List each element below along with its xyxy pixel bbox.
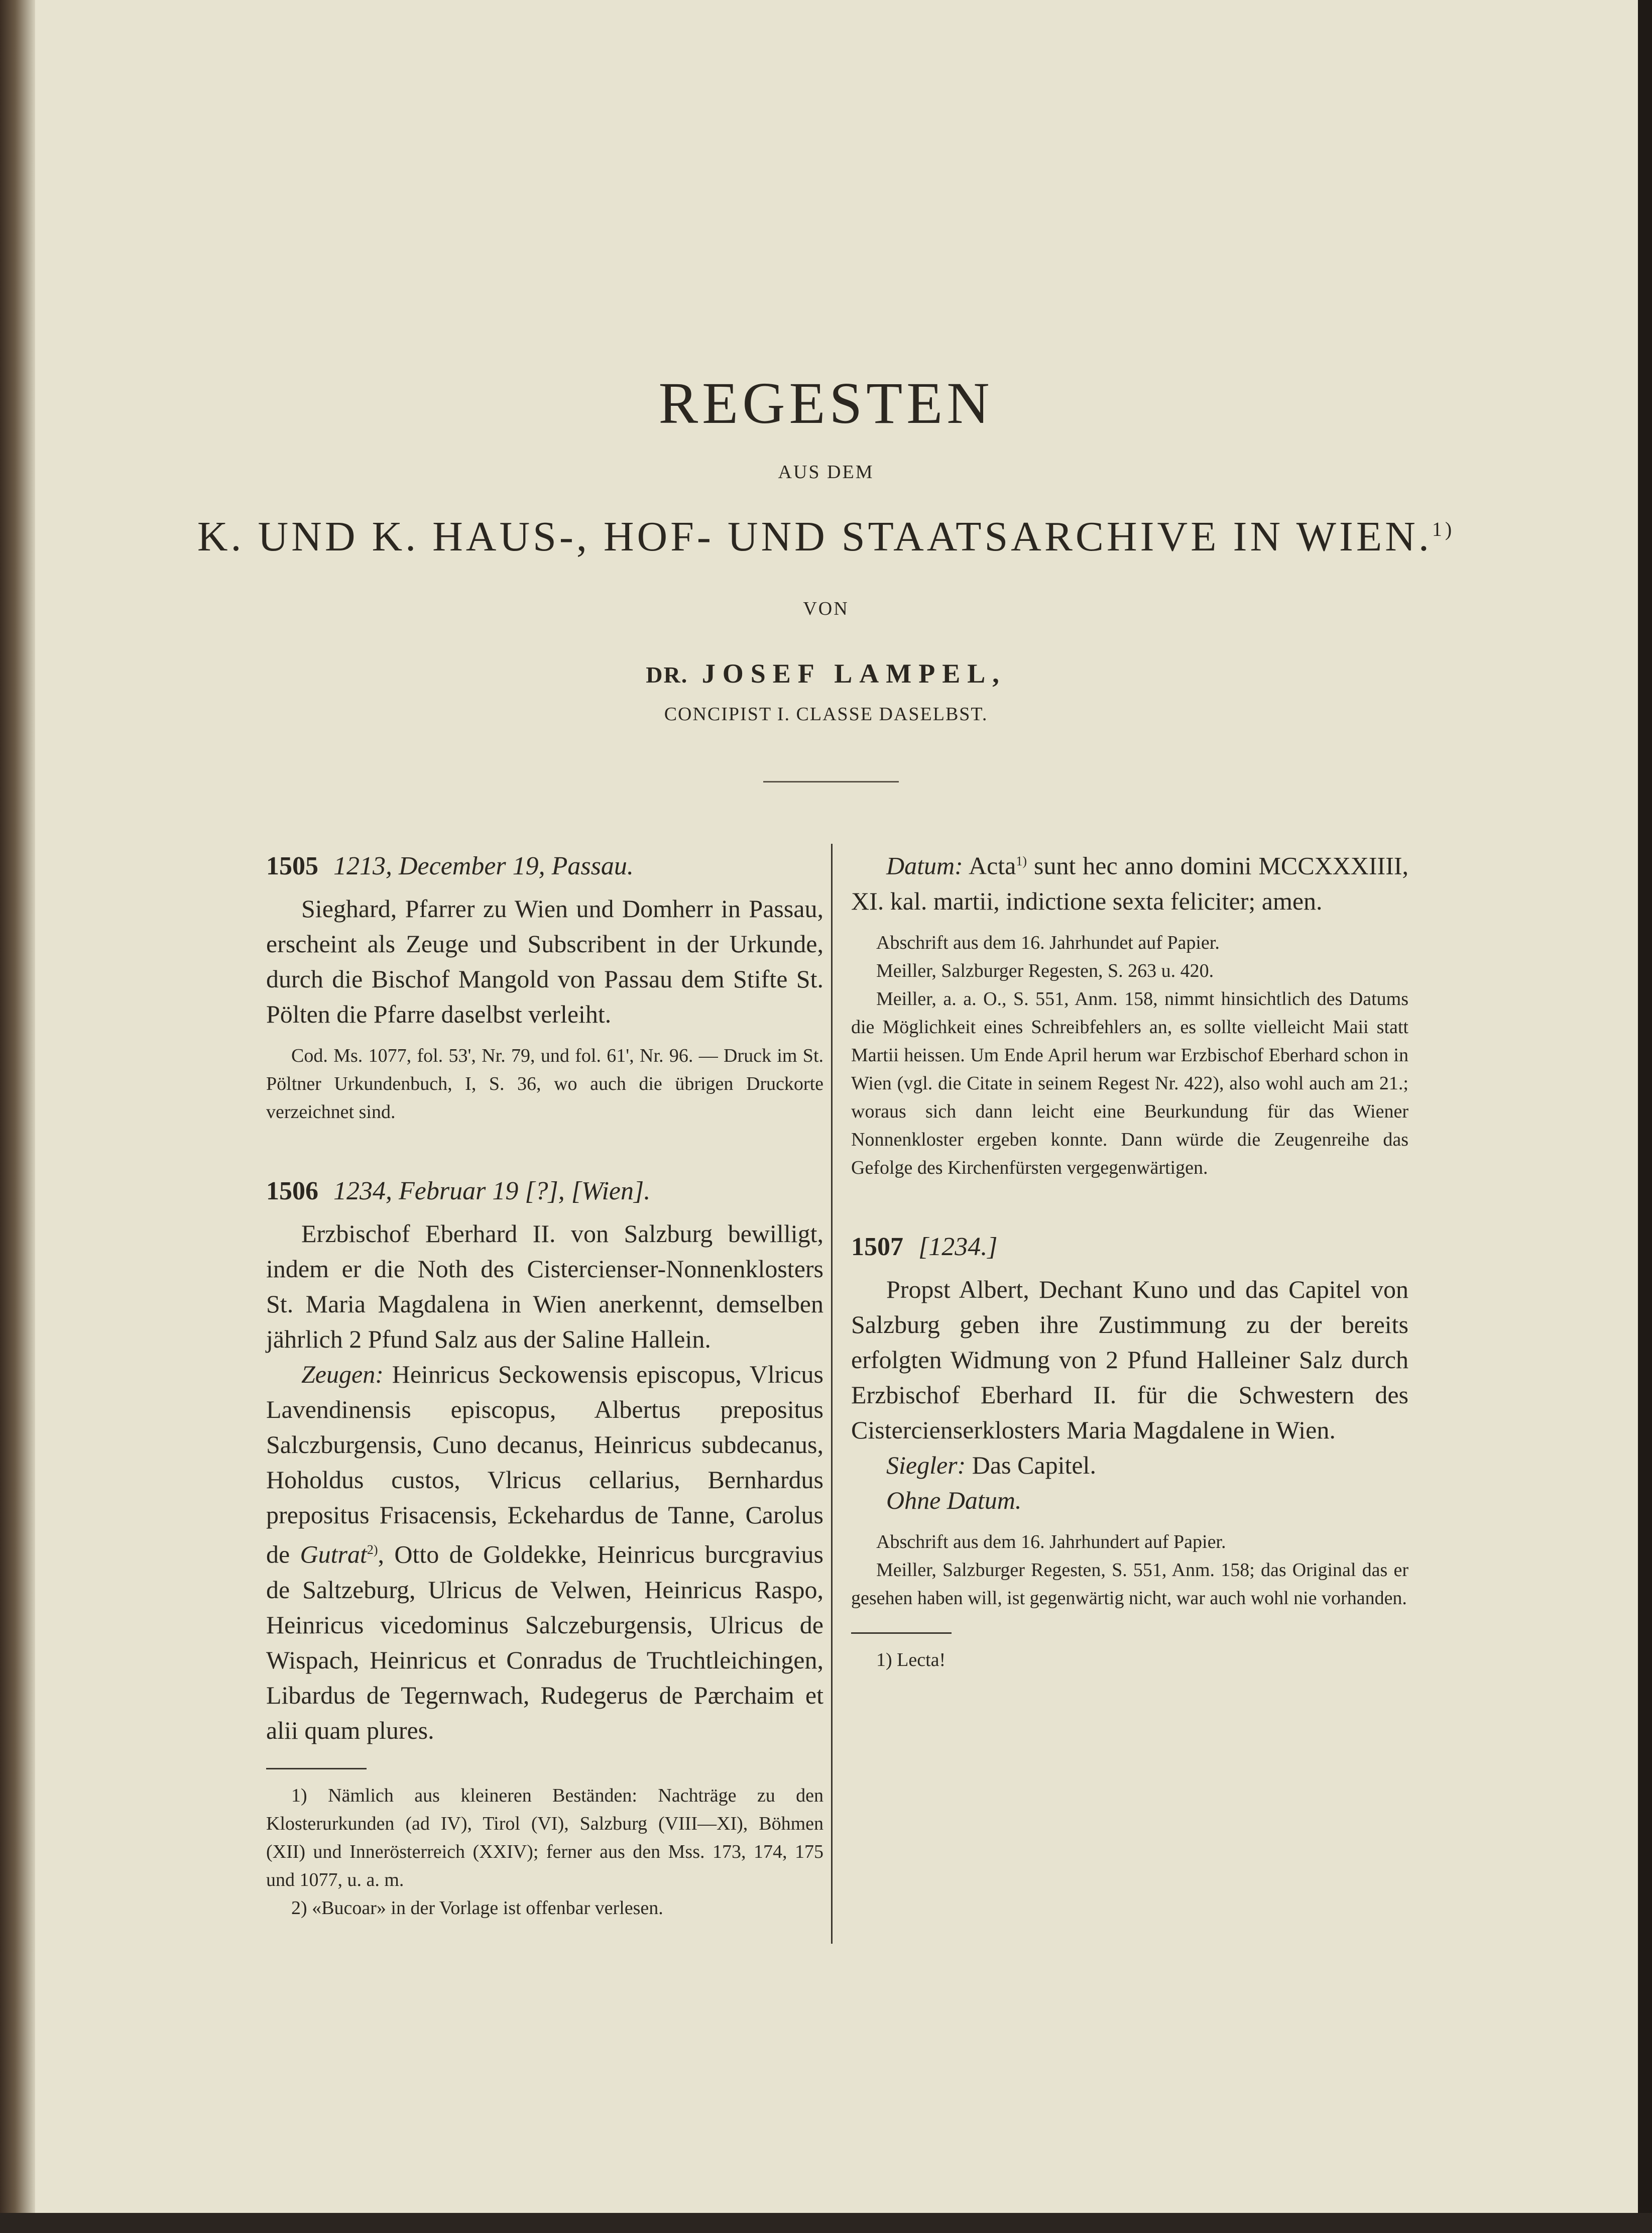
siegler-label: Siegler: bbox=[886, 1450, 966, 1479]
left-footnote-1-text: Nämlich aus kleineren Beständen: Nachträge zu den Klosterurkunden (ad IV), Tirol (VI), Salzburg (VIII—XI), Böhmen (XII) und Innerösterreich (XXIV); ferner aus den Mss. 173, 174, 175 und 1077, u. a. m. bbox=[266, 1784, 824, 1890]
author-prefix: DR. bbox=[646, 662, 688, 688]
title-divider bbox=[763, 781, 899, 783]
left-footnote-rule bbox=[266, 1768, 367, 1769]
entry-1506-datum bbox=[851, 844, 1408, 919]
entry-1506-note-2: Meiller, Salzburger Regesten, S. 263 u. 420. bbox=[876, 960, 1214, 981]
entry-1506-text: Erzbischof Eberhard II. von Salzburg bewilligt, indem er die Noth des Cistercienser-Nonnenklosters St. Maria Magdalena in Wien anerkennt, demselben jährlich 2 Pfund Salz aus der Saline Hallein. bbox=[266, 1219, 823, 1353]
entry-1505-source: Cod. Ms. 1077, fol. 53', Nr. 79, und fol. 61', Nr. 96. — Druck im St. Pöltner Urkundenbuch, I, S. 36, wo auch die übrigen Druckorte verzeichnet sind. bbox=[266, 1045, 823, 1123]
entry-1507-siegler bbox=[851, 1447, 1408, 1483]
datum-text: sunt hec anno domini MCCXXXIIII, XI. kal. martii, indictione sexta feliciter; amen. bbox=[851, 851, 1409, 915]
column-divider bbox=[831, 844, 833, 1944]
datum-acta: Acta bbox=[968, 851, 1016, 880]
datum-label: Datum: bbox=[886, 851, 963, 880]
entry-1507-text: Propst Albert, Dechant Kuno und das Capitel von Salzburg geben ihre Zustimmung zu der bereits erfolgten Widmung von 2 Pfund Halleiner Salz durch Erzbischof Eberhard II. für die Schwestern des Cistercienserklosters Maria Magdalene in Wien. bbox=[851, 1275, 1408, 1444]
entry-1507-note-1: Abschrift aus dem 16. Jahrhundert auf Papier. bbox=[876, 1531, 1226, 1552]
entry-1506-heading bbox=[266, 1176, 823, 1206]
subtitle-aus-dem: AUS DEM bbox=[778, 462, 874, 483]
author-name: JOSEF LAMPEL, bbox=[701, 658, 1006, 689]
entry-1506-number: 1506 bbox=[266, 1177, 318, 1205]
zeugen-text-b: , Otto de Goldekke, Heinricus burcgravius de Saltzeburg, Ulricus de Velwen, Heinricus Raspo, Heinricus vicedominus Salczeburgensis, Ulricus de Wispach, Heinricus et Conradus de Truchtleichingen, Libardus de Tegernwach, Rudegerus de Pærchaim et alii quam plures. bbox=[266, 1540, 823, 1744]
left-footnote-2 bbox=[266, 1894, 823, 1922]
archive-title bbox=[0, 512, 1638, 561]
entry-1507-heading bbox=[851, 1232, 1408, 1262]
subtitle-von: VON bbox=[803, 598, 849, 619]
entry-1505-number: 1505 bbox=[266, 852, 318, 880]
page-edge-right bbox=[1638, 0, 1652, 2233]
entry-1506-note-3: Meiller, a. a. O., S. 551, Anm. 158, nimmt hinsichtlich des Datums die Möglichkeit eines Schreibfehlers an, es sollte vielleicht Maii statt Martii heissen. Um Ende April herum war Erzbischof Eberhard schon in Wien (vgl. die Citate in seinem Regest Nr. 422), also wohl auch am 21.; woraus sich dann leicht eine Beurkundung für das Wiener Nonnenkloster ergeben konnte. Dann würde die Zeugenreihe das Gefolge des Kirchenfürsten vergegenwärtigen. bbox=[851, 988, 1408, 1178]
ohne-datum: Ohne Datum. bbox=[886, 1486, 1022, 1514]
entry-1505-date: 1213, December 19, Passau. bbox=[333, 852, 634, 880]
left-column bbox=[266, 851, 823, 1922]
entry-1507-date: [1234.] bbox=[918, 1232, 998, 1261]
entry-1507-note-2: Meiller, Salzburger Regesten, S. 551, Anm. 158; das Original das er gesehen haben will, ist gegenwärtig nicht, war auch wohl nie vorhanden. bbox=[851, 1559, 1408, 1609]
zeugen-text-a: Heinricus Seckowensis episcopus, Vlricus Lavendinensis episcopus, Albertus prepositus Salczburgensis, Cuno decanus, Heinricus subdecanus, Hoholdus custos, Vlricus cellarius, Bernhardus prepositus Frisacensis, Eckehardus de Tanne, Carolus de bbox=[266, 1360, 823, 1569]
entry-1507-number: 1507 bbox=[851, 1232, 903, 1261]
right-footnote-rule bbox=[851, 1632, 952, 1634]
datum-footnote-mark: 1) bbox=[1016, 854, 1027, 868]
main-title: REGESTEN bbox=[658, 370, 994, 436]
left-footnote-2-text: «Bucoar» in der Vorlage ist offenbar verlesen. bbox=[312, 1897, 663, 1919]
left-footnote-1 bbox=[266, 1781, 823, 1894]
entry-1507-ohne-datum bbox=[851, 1483, 1408, 1518]
author-position: CONCIPIST I. CLASSE DASELBST. bbox=[664, 704, 988, 725]
right-column bbox=[851, 844, 1408, 1674]
zeugen-label: Zeugen: bbox=[301, 1360, 384, 1388]
right-footnote-1 bbox=[851, 1646, 1408, 1674]
archive-footnote-mark: 1) bbox=[1432, 518, 1455, 540]
entry-1505-text: Sieghard, Pfarrer zu Wien und Domherr in Passau, erscheint als Zeuge und Subscribent in der Urkunde, durch die Bischof Mangold von Passau dem Stifte St. Pölten die Pfarre daselbst verleiht. bbox=[266, 895, 823, 1028]
entry-1506-zeugen-part1 bbox=[266, 1357, 823, 1748]
right-footnote-1-text: Lecta! bbox=[897, 1649, 946, 1670]
left-footnote-1-mark: 1) bbox=[291, 1784, 307, 1806]
author-line bbox=[0, 658, 1638, 689]
entry-1505-heading bbox=[266, 851, 823, 881]
book-spine-shadow bbox=[0, 0, 35, 2233]
entry-1506-date: 1234, Februar 19 [?], [Wien]. bbox=[333, 1177, 651, 1205]
right-footnote-1-mark: 1) bbox=[876, 1649, 892, 1670]
entry-1506-note-1: Abschrift aus dem 16. Jahrhundet auf Papier. bbox=[876, 932, 1220, 953]
siegler-text: Das Capitel. bbox=[972, 1450, 1096, 1479]
archive-title-text: K. UND K. HAUS-, HOF- UND STAATSARCHIVE IN WIEN. bbox=[197, 513, 1432, 560]
zeugen-gutrat: Gutrat bbox=[300, 1540, 367, 1569]
left-footnote-2-mark: 2) bbox=[291, 1897, 307, 1919]
page-edge-bottom bbox=[0, 2213, 1652, 2233]
zeugen-footnote-mark: 2) bbox=[367, 1542, 378, 1557]
